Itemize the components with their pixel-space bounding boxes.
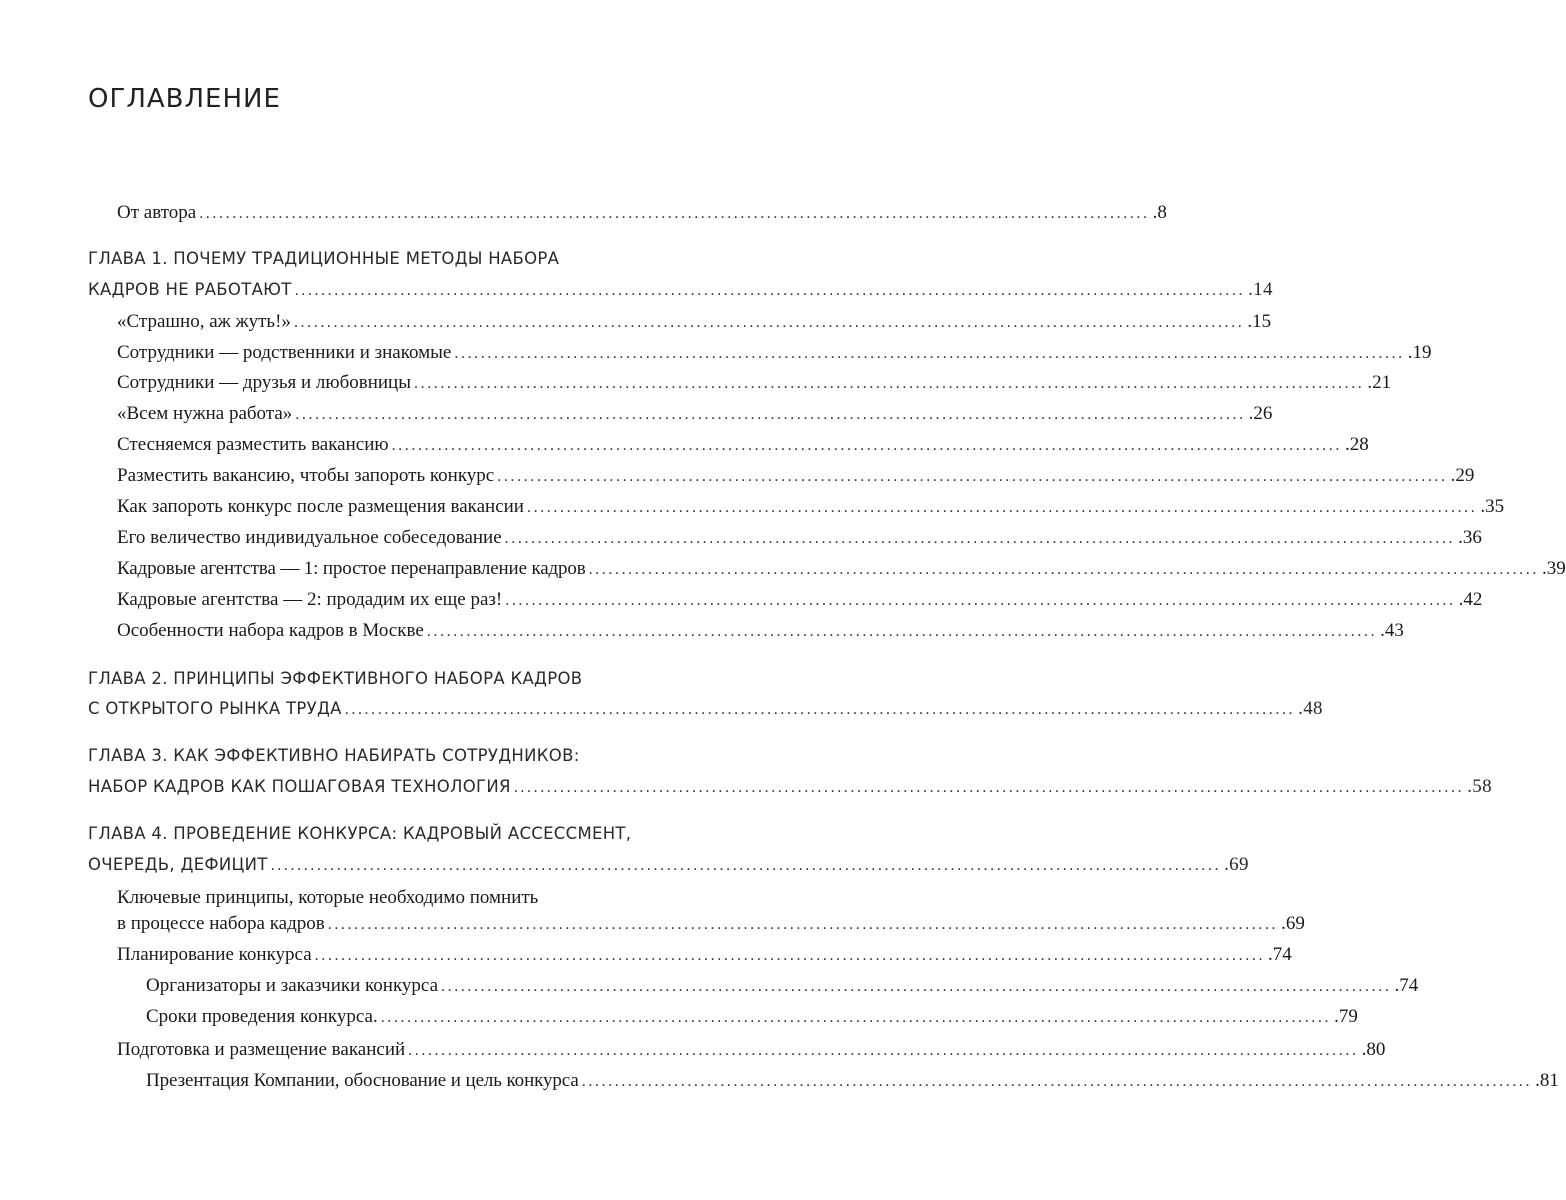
entry-title: Планирование конкурса: [117, 944, 312, 965]
entry-title: в процессе набора кадров: [117, 913, 325, 934]
dot-leader: ................................................................................................................................................: [270, 857, 1222, 874]
entry-title: Организаторы и заказчики конкурса: [146, 975, 439, 996]
dot-leader: ................................................................................................................................................: [504, 530, 1456, 547]
page-number: .14: [1248, 279, 1273, 300]
entry-title: Как запороть конкурс после размещения вакансии: [117, 496, 524, 517]
page-number: .28: [1344, 434, 1369, 455]
page-number: .35: [1480, 496, 1505, 517]
entry-title: Особенности набора кадров в Москве: [117, 620, 424, 641]
dot-leader: ................................................................................................................................................: [581, 1073, 1533, 1090]
entry-title: Разместить вакансию, чтобы запороть конкурс: [117, 465, 495, 486]
dot-leader: ................................................................................................................................................: [441, 978, 1392, 995]
page-number: .39: [1541, 558, 1566, 579]
page-number: .69: [1281, 913, 1305, 934]
dot-leader: ................................................................................................................................................: [199, 205, 1150, 222]
page-number: .26: [1248, 403, 1273, 424]
dot-leader: ................................................................................................................................................: [408, 1042, 1359, 1059]
entry-title: Презентация Компании, обоснование и цель конкурса: [146, 1070, 579, 1091]
page-number: .36: [1458, 527, 1482, 548]
page-number: .19: [1407, 342, 1432, 363]
chapter-title-line: КАДРОВ НЕ РАБОТАЮТ: [88, 280, 292, 299]
dot-leader: ................................................................................................................................................: [588, 561, 1539, 578]
entry-title: Его величество индивидуальное собеседование: [117, 527, 502, 548]
dot-leader: ................................................................................................................................................: [314, 947, 1266, 964]
chapter-title-line: ГЛАВА 4. ПРОВЕДЕНИЕ КОНКУРСА: КАДРОВЫЙ АССЕССМЕНТ,: [88, 824, 632, 843]
page-number: .79: [1334, 1006, 1358, 1027]
entry-title: От автора: [117, 202, 197, 223]
entry-title: Стесняемся разместить вакансию: [117, 434, 389, 455]
chapter-title-line: ГЛАВА 2. ПРИНЦИПЫ ЭФФЕКТИВНОГО НАБОРА КАДРОВ: [88, 669, 583, 688]
chapter-title-line: ГЛАВА 1. ПОЧЕМУ ТРАДИЦИОННЫЕ МЕТОДЫ НАБОРА: [88, 249, 560, 268]
entry-title: Сроки проведения конкурса.: [146, 1006, 378, 1027]
page-number: .8: [1152, 202, 1167, 223]
dot-leader: ................................................................................................................................................: [513, 779, 1465, 796]
chapter-title-line: ОЧЕРЕДЬ, ДЕФИЦИТ: [88, 855, 268, 874]
chapter-title-line: ГЛАВА 3. КАК ЭФФЕКТИВНО НАБИРАТЬ СОТРУДНИКОВ:: [88, 746, 580, 765]
page-number: .58: [1467, 776, 1492, 797]
chapter-title-line: С ОТКРЫТОГО РЫНКА ТРУДА: [88, 699, 342, 718]
dot-leader: ................................................................................................................................................: [414, 375, 1365, 392]
page-number: .81: [1535, 1070, 1559, 1091]
dot-leader: ................................................................................................................................................: [526, 499, 1478, 516]
entry-title: Сотрудники — друзья и любовницы: [117, 372, 411, 393]
page-number: .15: [1247, 311, 1272, 332]
dot-leader: ................................................................................................................................................: [344, 701, 1296, 718]
dot-leader: ................................................................................................................................................: [391, 437, 1342, 454]
page-number: .69: [1224, 854, 1249, 875]
page-number: .29: [1450, 465, 1475, 486]
chapter-title-line: НАБОР КАДРОВ КАК ПОШАГОВАЯ ТЕХНОЛОГИЯ: [88, 777, 511, 796]
entry-title: Кадровые агентства — 2: продадим их еще раз!: [117, 589, 503, 610]
dot-leader: ................................................................................................................................................: [454, 345, 1405, 362]
page-title: ОГЛАВЛЕНИЕ: [88, 84, 281, 114]
dot-leader: ................................................................................................................................................: [505, 592, 1456, 609]
entry-title-line: Ключевые принципы, которые необходимо помнить: [117, 887, 539, 908]
entry-title: «Страшно, аж жуть!»: [117, 311, 291, 332]
dot-leader: ................................................................................................................................................: [293, 314, 1245, 331]
dot-leader: ................................................................................................................................................: [327, 916, 1279, 933]
page-number: .80: [1361, 1039, 1386, 1060]
dot-leader: ................................................................................................................................................: [426, 623, 1378, 640]
dot-leader: ................................................................................................................................................: [294, 282, 1246, 299]
page-number: .48: [1298, 698, 1323, 719]
page-number: .43: [1380, 620, 1404, 641]
page-number: .42: [1458, 589, 1483, 610]
page-number: .74: [1394, 975, 1419, 996]
entry-title: Кадровые агентства — 1: простое перенаправление кадров: [117, 558, 586, 579]
page-number: .74: [1268, 944, 1292, 965]
entry-title: «Всем нужна работа»: [117, 403, 293, 424]
dot-leader: ................................................................................................................................................: [497, 468, 1448, 485]
dot-leader: ................................................................................................................................................: [295, 406, 1246, 423]
page-number: .21: [1367, 372, 1392, 393]
dot-leader: ................................................................................................................................................: [380, 1009, 1332, 1026]
entry-title: Сотрудники — родственники и знакомые: [117, 342, 452, 363]
entry-title: Подготовка и размещение вакансий: [117, 1039, 406, 1060]
